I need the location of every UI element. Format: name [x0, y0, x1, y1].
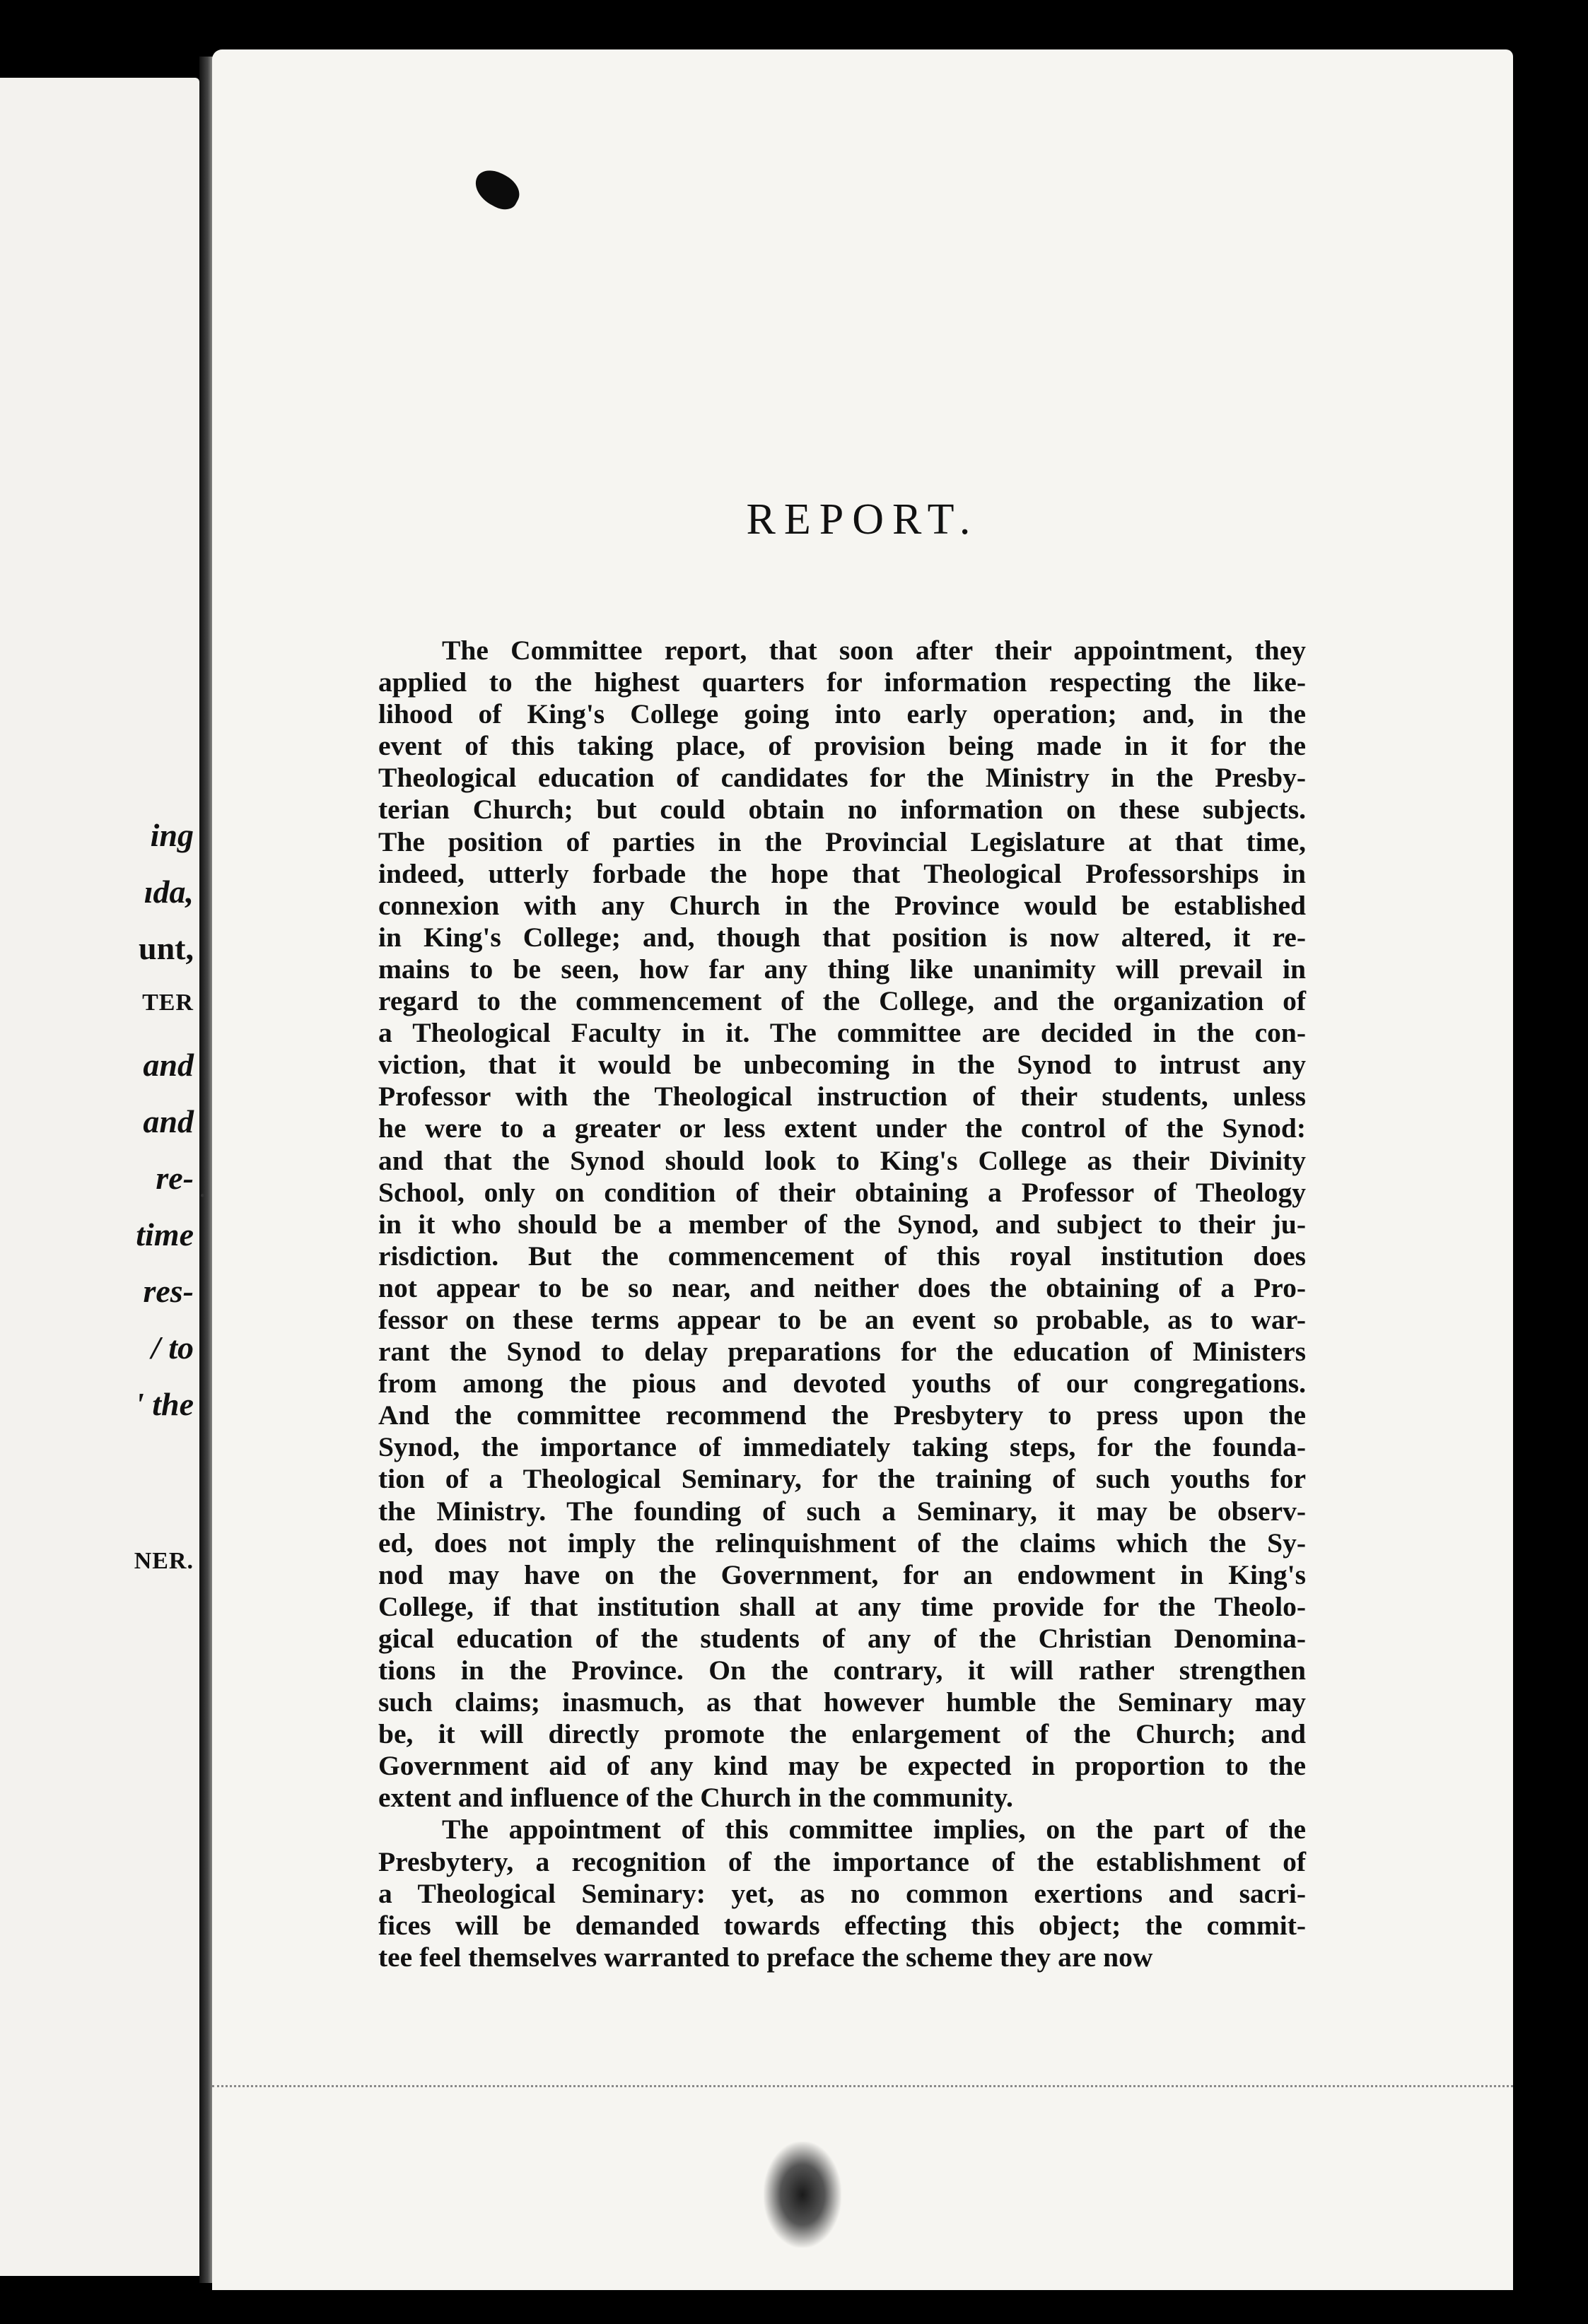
facing-page-word: re-: [156, 1160, 194, 1196]
text-line: Professor with the Theological instruction of their students, unless: [378, 1081, 1306, 1113]
ink-blot: [469, 164, 525, 215]
text-line: The Committee report, that soon after their appointment, they: [442, 635, 1306, 666]
ink-smudge: [764, 2142, 841, 2248]
page-edge-dots: [212, 2085, 1513, 2087]
text-line: tions in the Province. On the contrary, it will rather strengthen: [378, 1655, 1306, 1686]
text-line: Theological education of candidates for the Ministry in the Presby-: [378, 762, 1306, 794]
text-line: from among the pious and devoted youths of our congregations.: [378, 1368, 1306, 1399]
text-line: and that the Synod should look to King's College as their Divinity: [378, 1144, 1306, 1176]
text-line: extent and influence of the Church in the community.: [378, 1782, 1013, 1814]
facing-page: [0, 78, 199, 2276]
facing-page-word: ing: [150, 817, 194, 853]
text-line: in it who should be a member of the Synod, and subject to their ju-: [378, 1208, 1306, 1240]
facing-page-word: and: [143, 1047, 194, 1083]
text-line: ed, does not imply the relinquishment of the claims which the Sy-: [378, 1527, 1306, 1559]
facing-page-word: TER: [142, 990, 194, 1016]
page-title: REPORT.: [746, 495, 979, 544]
text-line: Presbytery, a recognition of the importance of the establishment of: [378, 1845, 1306, 1877]
report-page: [198, 49, 1513, 2290]
text-line: terian Church; but could obtain no information on these subjects.: [378, 794, 1306, 826]
text-line: The appointment of this committee implies, on the part of the: [442, 1814, 1306, 1845]
text-line: not appear to be so near, and neither does the obtaining of a Pro-: [378, 1272, 1306, 1303]
text-line: such claims; inasmuch, as that however humble the Seminary may: [378, 1686, 1306, 1718]
text-line: he were to a greater or less extent under the control of the Synod:: [378, 1113, 1306, 1144]
text-line: regard to the commencement of the College, and the organization of: [378, 985, 1306, 1017]
facing-page-word: res-: [143, 1273, 194, 1309]
text-line: indeed, utterly forbade the hope that Theological Professorships in: [378, 857, 1306, 889]
text-line: lihood of King's College going into early operation; and, in the: [378, 698, 1306, 730]
text-line: tion of a Theological Seminary, for the training of such youths for: [378, 1463, 1306, 1495]
text-line: gical education of the students of any of the Christian Denomina-: [378, 1622, 1306, 1654]
margin-mark: ·: [198, 1181, 207, 1211]
text-line: The position of parties in the Provincial Legislature at that time,: [378, 826, 1306, 857]
text-line: be, it will directly promote the enlargement of the Church; and: [378, 1718, 1306, 1750]
text-line: the Ministry. The founding of such a Seminary, it may be observ-: [378, 1495, 1306, 1527]
facing-page-word: / to: [151, 1330, 194, 1366]
text-line: event of this taking place, of provision being made in it for the: [378, 730, 1306, 762]
text-line: connexion with any Church in the Province would be established: [378, 889, 1306, 921]
facing-page-word: time: [136, 1216, 194, 1252]
facing-page-word: ' the: [134, 1386, 194, 1422]
facing-page-word: ıda,: [144, 874, 194, 910]
facing-page-word: NER.: [134, 1548, 194, 1574]
text-line: a Theological Faculty in it. The committee are decided in the con-: [378, 1017, 1306, 1049]
text-line: mains to be seen, how far any thing like unanimity will prevail in: [378, 953, 1306, 985]
text-line: fessor on these terms appear to be an event so probable, as to war-: [378, 1303, 1306, 1335]
facing-page-word: unt,: [139, 930, 194, 966]
text-line: Synod, the importance of immediately taking steps, for the founda-: [378, 1431, 1306, 1463]
text-line: applied to the highest quarters for information respecting the like-: [378, 667, 1306, 698]
text-line: rant the Synod to delay preparations for the education of Ministers: [378, 1336, 1306, 1368]
text-line: School, only on condition of their obtaining a Professor of Theology: [378, 1176, 1306, 1208]
report-body: [378, 635, 1306, 1973]
text-line: And the committee recommend the Presbytery to press upon the: [378, 1399, 1306, 1431]
text-line: risdiction. But the commencement of this royal institution does: [378, 1240, 1306, 1272]
text-line: fices will be demanded towards effecting this object; the commit-: [378, 1909, 1306, 1941]
facing-page-word: and: [143, 1103, 194, 1139]
text-line: nod may have on the Government, for an endowment in King's: [378, 1559, 1306, 1590]
text-line: viction, that it would be unbecoming in the Synod to intrust any: [378, 1049, 1306, 1081]
text-line: in King's College; and, though that position is now altered, it re-: [378, 921, 1306, 953]
text-line: a Theological Seminary: yet, as no common exertions and sacri-: [378, 1877, 1306, 1909]
text-line: Government aid of any kind may be expected in proportion to the: [378, 1750, 1306, 1782]
text-line: College, if that institution shall at any time provide for the Theolo-: [378, 1590, 1306, 1622]
text-line: tee feel themselves warranted to preface the scheme they are now: [378, 1941, 1153, 1973]
scan-border: [1513, 42, 1588, 2324]
